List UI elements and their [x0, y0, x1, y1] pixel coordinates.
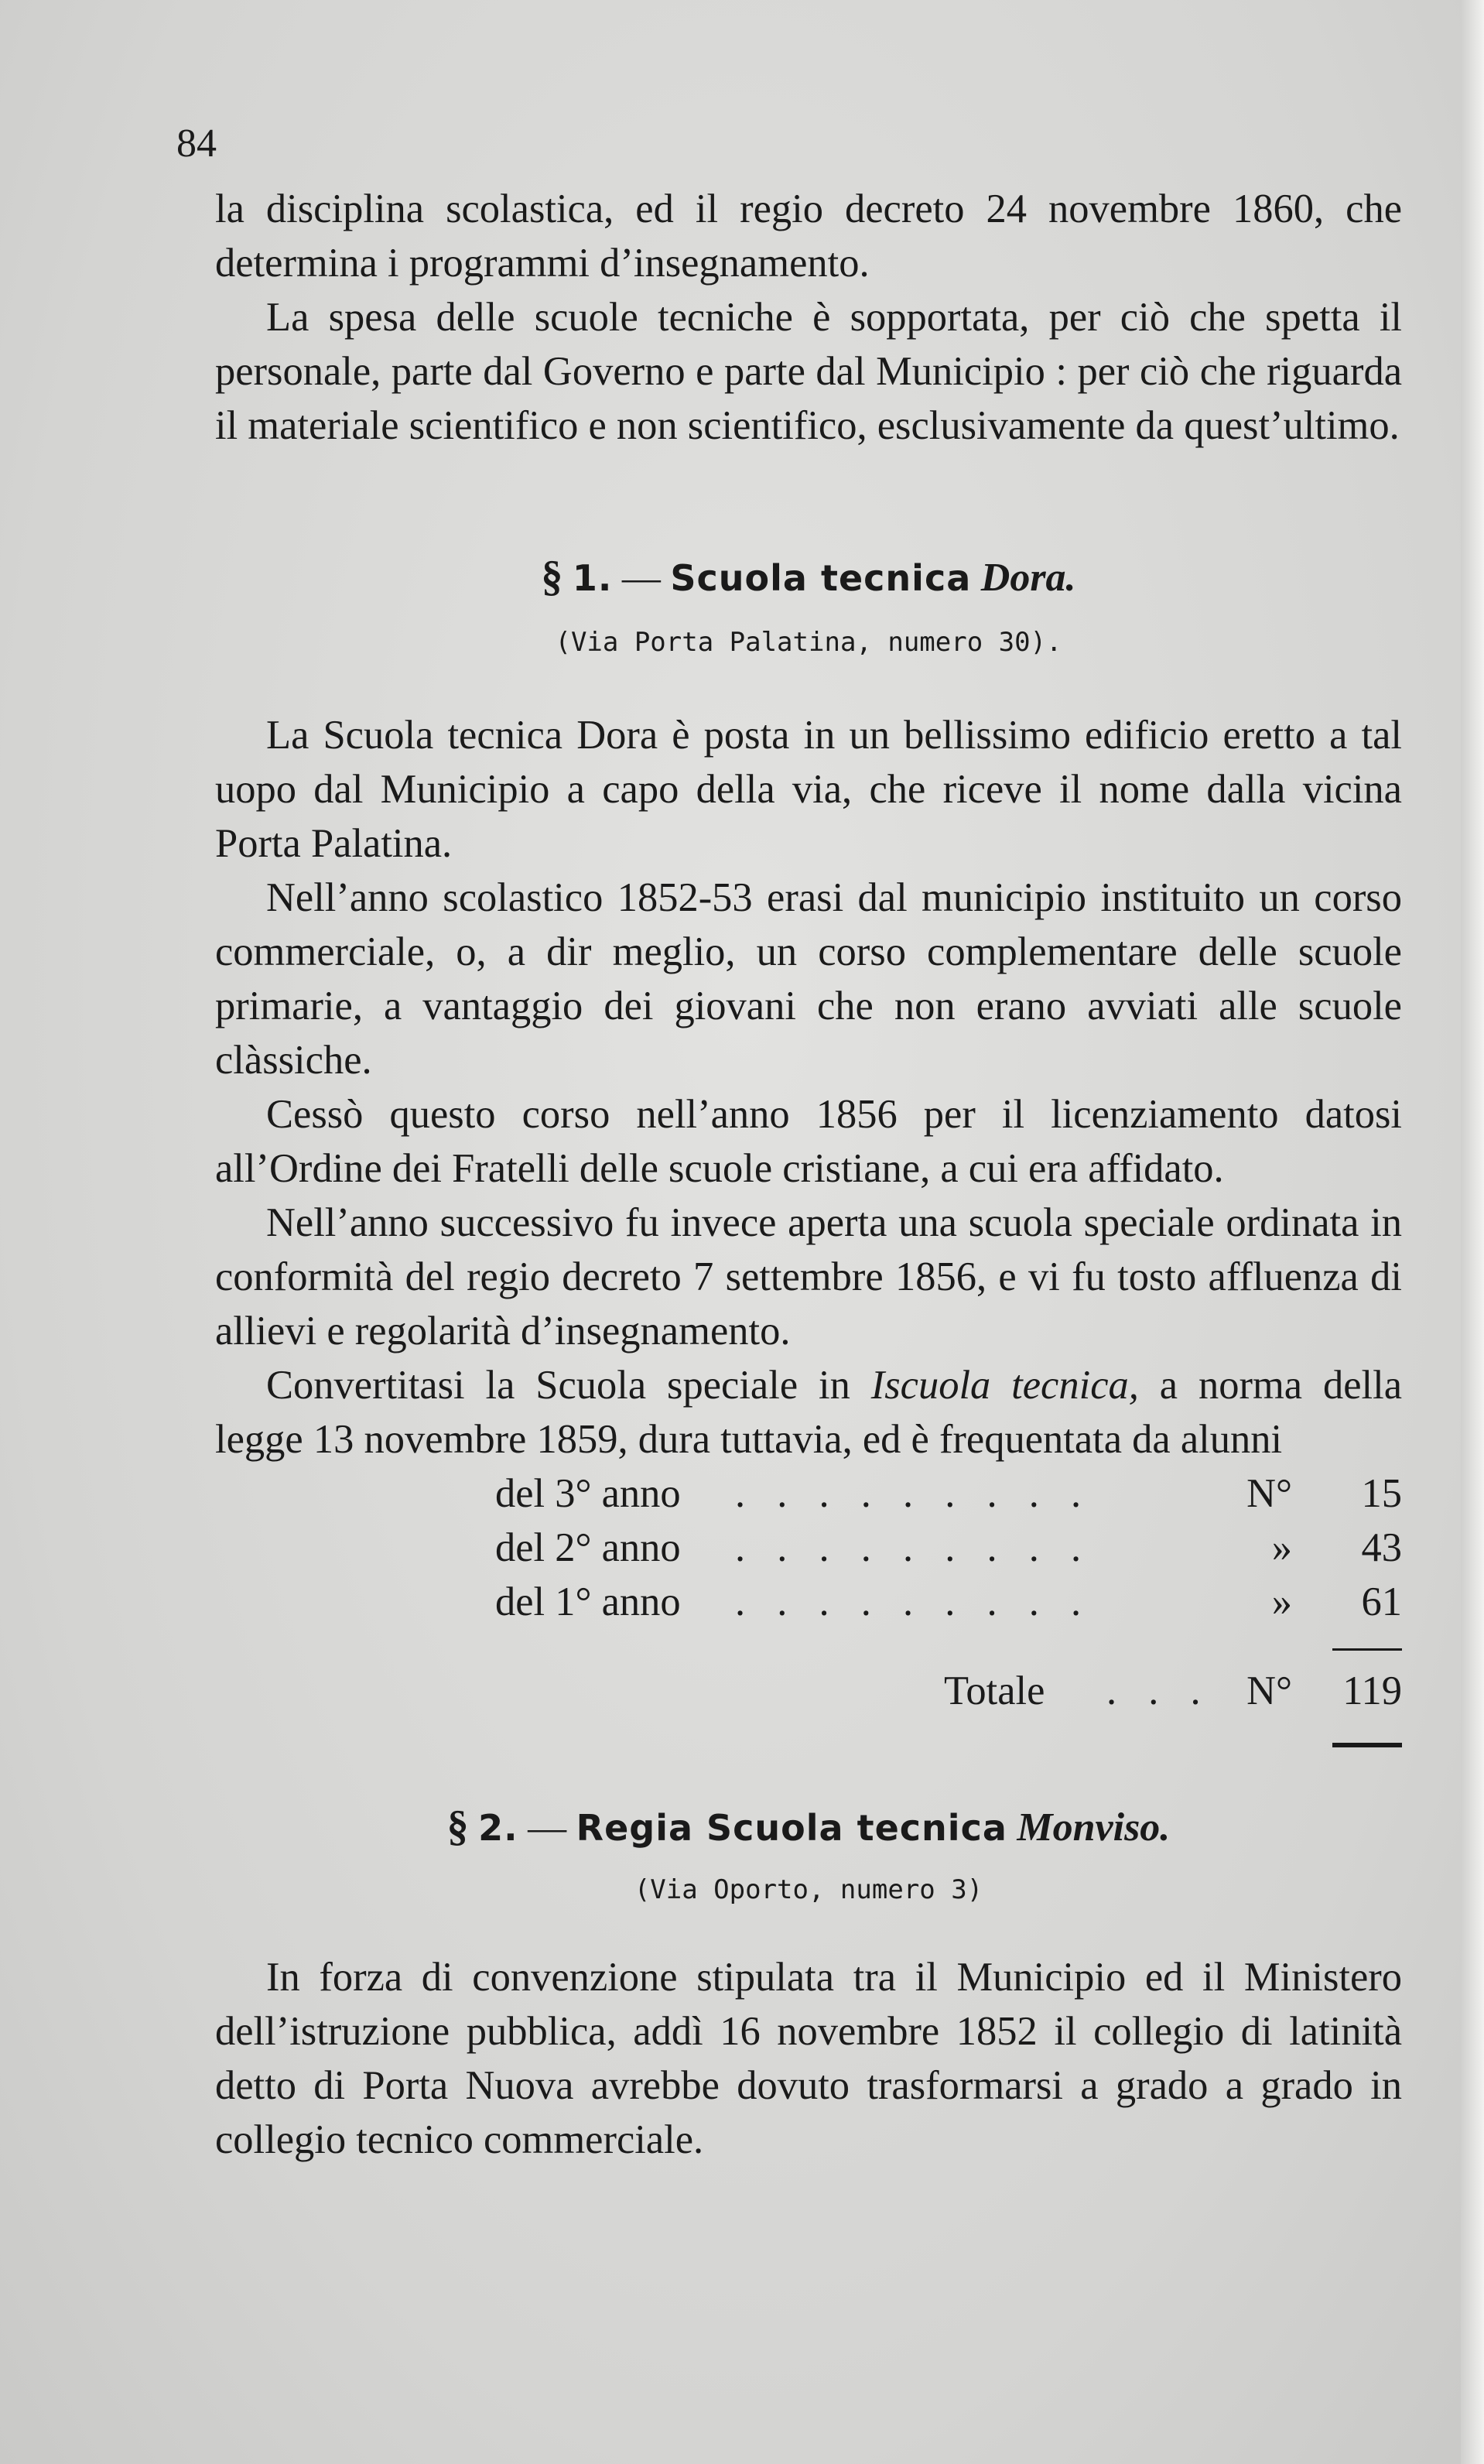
total-label: Totale [944, 1668, 1045, 1713]
section-2-heading [215, 1799, 1402, 1855]
converted-text-italic: Iscuola tecnica, [870, 1363, 1139, 1408]
section-title-italic: Dora. [980, 556, 1076, 600]
enrollment-unit: » [1271, 1525, 1292, 1570]
enrollment-unit: N° [1246, 1471, 1292, 1516]
section-title-italic: Monviso. [1017, 1805, 1171, 1850]
section-number: 1. [572, 557, 613, 599]
total-count: 119 [1342, 1668, 1402, 1713]
section-1-paragraph: Cessò questo corso nell’anno 1856 per il licenziamento datosi all’Ordine dei Fratelli delle scuole cristiane, a cui era affidato. [215, 1092, 1402, 1191]
page-number: 84 [176, 121, 217, 166]
enrollment-year: del 3° anno [495, 1471, 681, 1516]
section-title: Regia Scuola tecnica [576, 1807, 1007, 1849]
converted-text-pre: Convertitasi la Scuola speciale in [266, 1363, 871, 1408]
page-edge [1461, 0, 1484, 2464]
leader-dots: . . . . . . . . . [735, 1525, 1092, 1570]
enrollment-year: del 2° anno [495, 1525, 681, 1570]
enrollment-count: 43 [1361, 1525, 1402, 1570]
section-1-paragraph: La Scuola tecnica Dora è posta in un bellissimo edificio eretto a tal uopo dal Municipio a capo della via, che riceve il nome dalla vicina Porta Palatina. [215, 713, 1402, 866]
section-1-paragraph: Nell’anno scolastico 1852-53 erasi dal municipio instituito un corso commerciale, o, a dir meglio, un corso complementare delle scuole primarie, a vantaggio dei giovani che non erano avviati alle scuole clàssiche. [215, 875, 1402, 1083]
leader-dots: . . . . . . . . . [735, 1471, 1092, 1516]
section-1-address: (Via Porta Palatina, numero 30). [555, 627, 1062, 658]
section-2-body [215, 1950, 1402, 2167]
intro-paragraph-1: la disciplina scolastica, ed il regio decreto 24 novembre 1860, che determina i programmi d’insegnamento. [215, 187, 1402, 286]
enrollment-unit: » [1271, 1579, 1292, 1624]
section-2-paragraph: In forza di convenzione stipulata tra il Municipio ed il Ministero dell’istruzione pubblica, addì 16 novembre 1852 il collegio di latinità detto di Porta Nuova avrebbe dovuto trasformarsi a grado a grado in collegio tecnico commerciale. [215, 1955, 1402, 2162]
intro-paragraph-2: La spesa delle scuole tecniche è sopportata, per ciò che spetta il personale, parte dal Governo e parte dal Municipio : per ciò che riguarda il materiale scientifico e non scientifico, esclusivamente da quest’ultimo. [215, 295, 1402, 448]
total-rule [1332, 1743, 1402, 1747]
section-dash: — [528, 1805, 567, 1849]
converted-text-post: a norma della legge 13 novembre 1859, dura tuttavia, ed è frequentata da alunni [215, 1363, 1402, 1462]
enrollment-count: 61 [1361, 1579, 1402, 1624]
section-1-paragraph-converted [215, 1358, 1402, 1466]
leader-dots: . . . [1106, 1668, 1212, 1713]
section-2-address: (Via Oporto, numero 3) [634, 1874, 983, 1905]
leader-dots: . . . . . . . . . [735, 1579, 1092, 1624]
section-sign: § [446, 1802, 469, 1850]
section-1-heading [215, 549, 1402, 605]
enrollment-count: 15 [1361, 1471, 1402, 1516]
section-number: 2. [478, 1807, 518, 1849]
section-sign: § [541, 553, 563, 601]
section-dash: — [621, 556, 661, 599]
intro-block [215, 182, 1402, 453]
total-unit: N° [1246, 1668, 1292, 1713]
section-1-paragraph: Nell’anno successivo fu invece aperta una scuola speciale ordinata in conformità del regio decreto 7 settembre 1856, e vi fu tosto affluenza di allievi e regolarità d’insegnamento. [215, 1200, 1402, 1353]
section-title: Scuola tecnica [670, 557, 972, 599]
enrollment-year: del 1° anno [495, 1579, 681, 1624]
section-1-body [215, 708, 1402, 1466]
sum-rule [1332, 1648, 1402, 1651]
